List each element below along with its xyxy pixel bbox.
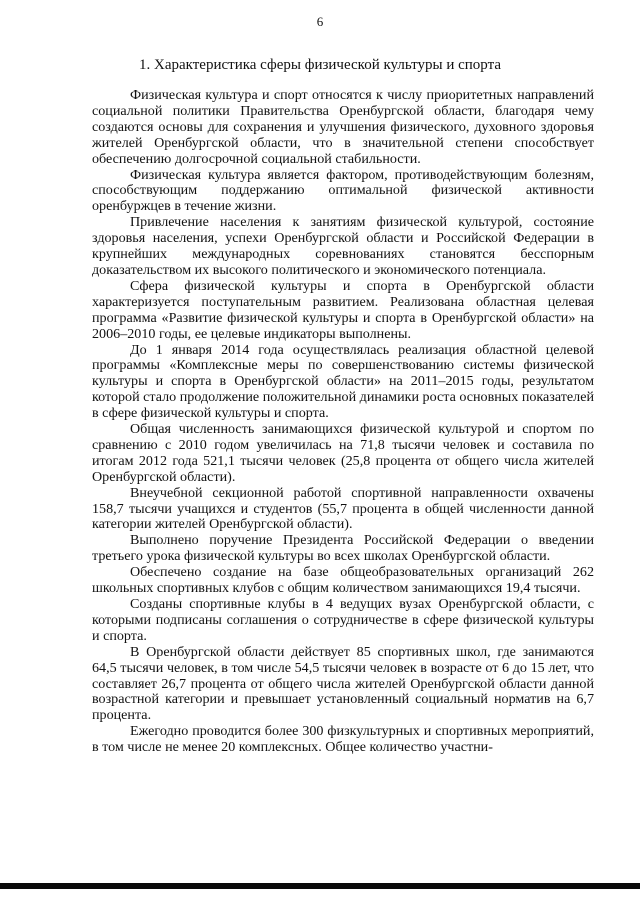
paragraph: В Оренбургской области действует 85 спортивных школ, где занимаются 64,5 тысячи человек, в том числе 54,5 тысячи человек в возрасте от 6 до 15 лет, что составляет 26,7 процента от общего числа жителей Оренбургской области данной возрастной категории и превышает установленный социальный норматив на 6,7 процента.	[92, 643, 594, 724]
paragraph: Внеучебной секционной работой спортивной направленности охвачены 158,7 тысячи учащихся и студентов (55,7 процента в общей численности данной категории жителей Оренбургской области).	[92, 484, 594, 533]
paragraph: Выполнено поручение Президента Российской Федерации о введении третьего урока физической культуры во всех школах Оренбургской области.	[92, 532, 594, 565]
paragraph: Обеспечено создание на базе общеобразовательных организаций 262 школьных спортивных клубов с общим количеством занимающихся 19,4 тысячи.	[92, 564, 594, 597]
page-number: 6	[316, 14, 324, 29]
bottom-rule	[0, 883, 640, 889]
paragraph: Ежегодно проводится более 300 физкультурных и спортивных мероприятий, в том числе не менее 20 комплексных. Общее количество участни-	[92, 723, 594, 756]
paragraph: Общая численность занимающихся физической культурой и спортом по сравнению с 2010 годом увеличилась на 71,8 тысячи человек и составила по итогам 2012 года 521,1 тысячи человек (25,8 процента от общего числа жителей Оренбургской области).	[92, 421, 594, 485]
paragraph: До 1 января 2014 года осуществлялась реализация областной целевой программы «Комплексные меры по совершенствованию системы физической культуры и спорта в Оренбургской области» на 2011–2015 годы, результатом которой стало продолжение положительной динамики роста основных показателей в сфере физической культуры и спорта.	[92, 341, 595, 422]
body-text	[92, 88, 594, 756]
section-heading: 1. Характеристика сферы физической культуры и спорта	[139, 57, 501, 73]
paragraph: Физическая культура является фактором, противодействующим болезням, способствующим поддержанию оптимальной физической активности оренбуржцев в течение жизни.	[92, 166, 594, 215]
paragraph: Физическая культура и спорт относятся к числу приоритетных направлений социальной политики Правительства Оренбургской области, благодаря чему создаются основы для сохранения и улучшения физического, духовного здоровья жителей Оренбургской области, что в значительной степени способствует обеспечению долгосрочной социальной стабильности.	[92, 87, 594, 167]
paragraph: Сфера физической культуры и спорта в Оренбургской области характеризуется поступательным развитием. Реализована областная целевая программа «Развитие физической культуры и спорта в Оренбургской области» на 2006–2010 годы, ее целевые индикаторы выполнены.	[92, 277, 594, 342]
paragraph: Привлечение населения к занятиям физической культурой, состояние здоровья населения, успехи Оренбургской области и Российской Федерации в крупнейших международных соревнованиях становятся бесспорным доказательством их высокого политического и экономического потенциала.	[92, 214, 594, 278]
paragraph: Созданы спортивные клубы в 4 ведущих вузах Оренбургской области, с которыми подписаны соглашения о сотрудничестве в сфере физической культуры и спорта.	[92, 596, 594, 644]
